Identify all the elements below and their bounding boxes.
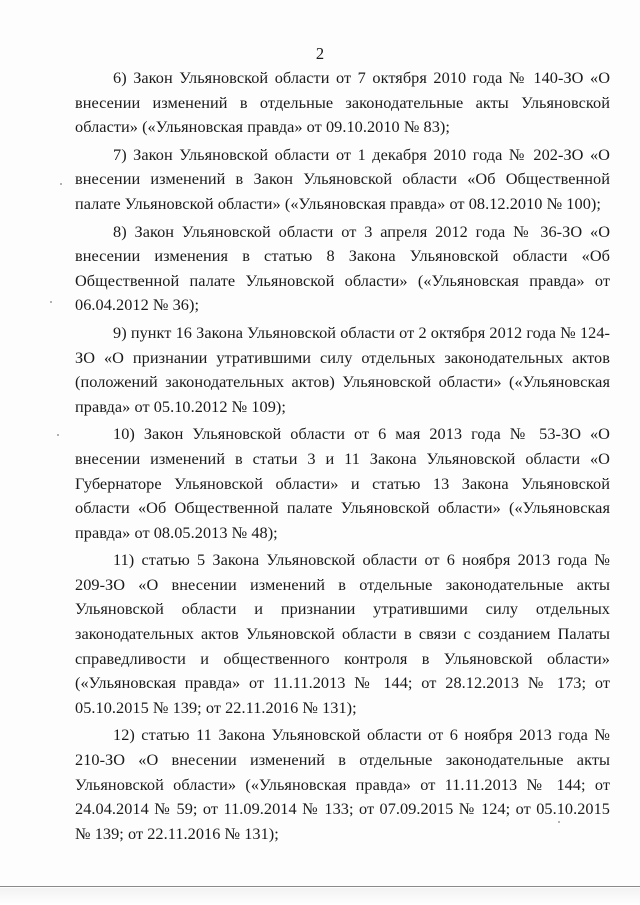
page-number: 2: [315, 44, 325, 63]
list-item: 8) Закон Ульяновской области от 3 апреля 2012 года № 36-ЗО «О внесении изменения в статью 8 Закона Ульяновской области «Об Общественной палате Ульяновской области» («Ульяновская правда» от 06.04.2012 № 36);: [75, 221, 610, 315]
list-item: 10) Закон Ульяновской области от 6 мая 2013 года № 53-ЗО «О внесении изменений в статьи 3 и 11 Закона Ульяновской области «О Губернаторе Ульяновской области» и статью 13 Закона Ульяновской области «Об Общественной палате Ульяновской области» («Ульяновская правда» от 08.05.2013 № 48);: [75, 424, 610, 542]
list-item: 9) пункт 16 Закона Ульяновской области от 2 октября 2012 года № 124-ЗО «О признании утратившими силу отдельных законодательных актов (положений законодательных актов) Ульяновской области» («Ульяновская правда» от 05.10.2012 № 109);: [75, 322, 610, 416]
list-item: 7) Закон Ульяновской области от 1 декабря 2010 года № 202-ЗО «О внесении изменений в Закон Ульяновской области «Об Общественной палате Ульяновской области» («Ульяновская правда» от 08.12.2010 № 100);: [75, 144, 610, 213]
scan-speck: [50, 301, 52, 303]
list-item: 12) статью 11 Закона Ульяновской области от 6 ноября 2013 года № 210-ЗО «О внесении изменений в отдельные законодательные акты Ульяновской области» («Ульяновская правда» от 11.11.2013 № 144; от 24.04.2014 № 59; от 11.09.2014 № 133; от 07.09.2015 № 124; от 05.10.2015 № 139; от 22.11.2016 № 131);: [75, 725, 610, 843]
list-item: 6) Закон Ульяновской области от 7 октября 2010 года № 140-ЗО «О внесении изменений в отдельные законодательные акты Ульяновской области» («Ульяновская правда» от 09.10.2010 № 83);: [75, 68, 610, 137]
scan-speck: [57, 434, 59, 436]
document-body: [75, 66, 610, 849]
scan-edge-shadow: [0, 888, 640, 905]
scan-edge-line: [0, 886, 640, 887]
list-item: 11) статью 5 Закона Ульяновской области от 6 ноября 2013 года № 209-ЗО «О внесении изменений в отдельные законодательные акты Ульяновской области и признании утратившими силу отдельных законодательных актов Ульяновской области в связи с созданием Палаты справедливости и общественного контроля в Ульяновской области» («Ульяновская правда» от 11.11.2013 № 144; от 28.12.2013 № 173; от 05.10.2015 № 139; от 22.11.2016 № 131);: [75, 550, 610, 717]
scan-speck: [60, 183, 62, 185]
scan-speck: [558, 821, 560, 823]
